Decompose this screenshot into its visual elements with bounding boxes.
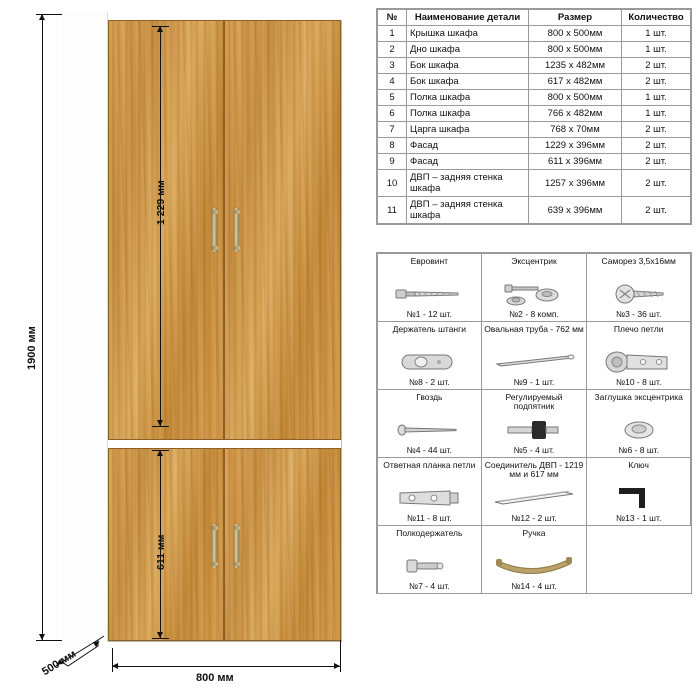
header-qty: Количество <box>622 10 691 26</box>
cam-cover-cap-icon <box>611 415 667 445</box>
table-row <box>378 42 691 58</box>
hardware-title: Ключ <box>628 459 649 470</box>
cell-size: 800 x 500мм <box>529 26 622 42</box>
hardware-item-cam-lock <box>481 253 587 322</box>
cell-size: 611 x 396мм <box>529 154 622 170</box>
hex-key-icon <box>611 483 667 513</box>
width-label: 800 мм <box>196 672 234 684</box>
nail-icon <box>394 415 464 445</box>
cell-size: 1229 x 396мм <box>529 138 622 154</box>
table-row <box>378 170 691 197</box>
hardware-item-rod-holder <box>377 321 483 390</box>
cell-number: 1 <box>378 26 407 42</box>
door-top-left <box>108 20 224 440</box>
hardware-title: Плечо петли <box>613 323 664 334</box>
cell-size: 800 x 500мм <box>529 90 622 106</box>
hardware-qty: №8 - 2 шт. <box>409 376 450 387</box>
top-door-label: 1 229 мм <box>155 180 167 225</box>
bottom-door-label: 611 мм <box>155 534 167 570</box>
handle-top-right <box>234 208 239 252</box>
parts-table <box>376 8 692 225</box>
cell-qty: 1 шт. <box>622 26 691 42</box>
cell-name: Дно шкафа <box>407 42 529 58</box>
hardware-empty-cell <box>586 525 692 594</box>
header-size: Размер <box>529 10 622 26</box>
hardware-item-adjustable-foot <box>481 389 587 458</box>
table-row <box>378 138 691 154</box>
cell-name: Фасад <box>407 154 529 170</box>
door-bottom-right <box>224 448 341 641</box>
hardware-qty: №13 - 1 шт. <box>615 512 662 523</box>
hardware-qty: №11 - 8 шт. <box>406 512 452 523</box>
handle-bottom-left <box>212 524 217 568</box>
cell-name: Бок шкафа <box>407 74 529 90</box>
hardware-item-nail <box>377 389 483 458</box>
shelf-support-icon <box>399 551 459 581</box>
hardware-title: Полкодержатель <box>396 527 463 538</box>
cell-number: 11 <box>378 197 407 224</box>
hardware-title: Евровинт <box>410 255 449 266</box>
width-dimension-line <box>112 666 340 667</box>
table-row <box>378 122 691 138</box>
cell-number: 5 <box>378 90 407 106</box>
hardware-item-hinge-arm <box>586 321 692 390</box>
cell-name: Фасад <box>407 138 529 154</box>
hardware-item-cam-cover-cap <box>586 389 692 458</box>
cell-qty: 2 шт. <box>622 74 691 90</box>
hinge-arm-icon <box>603 347 675 377</box>
hardware-title: Ручка <box>522 527 546 538</box>
cell-number: 7 <box>378 122 407 138</box>
cell-number: 2 <box>378 42 407 58</box>
bottom-door-tick-top <box>152 450 169 451</box>
cell-qty: 2 шт. <box>622 138 691 154</box>
top-door-tick-bottom <box>152 426 169 427</box>
table-row <box>378 58 691 74</box>
wardrobe-body <box>62 12 342 642</box>
cam-lock-icon <box>499 279 569 309</box>
cell-name: ДВП – задняя стенка шкафа <box>407 170 529 197</box>
handle-icon <box>492 551 576 581</box>
cell-size: 617 x 482мм <box>529 74 622 90</box>
hardware-title: Саморез 3,5x16мм <box>601 255 676 266</box>
euro-screw-icon <box>394 279 464 309</box>
cell-qty: 1 шт. <box>622 90 691 106</box>
width-tick-right <box>340 640 341 672</box>
header-number: № <box>378 10 407 26</box>
handle-top-left <box>212 208 217 252</box>
hardware-title: Соединитель ДВП - 1219 мм и 617 мм <box>484 459 584 480</box>
hardware-title: Регулируемый подпятник <box>505 391 563 412</box>
hardware-item-hdf-connector <box>481 457 587 526</box>
table-row <box>378 90 691 106</box>
hardware-item-hinge-plate <box>377 457 483 526</box>
cell-name: Полка шкафа <box>407 90 529 106</box>
width-tick-left <box>112 648 113 672</box>
door-gap-middle <box>108 440 341 448</box>
hardware-qty: №12 - 2 шт. <box>511 512 557 523</box>
cell-name: Крышка шкафа <box>407 26 529 42</box>
hardware-title: Ответная планка петли <box>383 459 476 470</box>
hardware-title: Держатель штанги <box>392 323 466 334</box>
cell-size: 800 x 500мм <box>529 42 622 58</box>
table-header-row <box>378 10 691 26</box>
hardware-qty: №6 - 8 шт. <box>618 444 659 455</box>
carcass-left-side <box>62 12 108 642</box>
cell-qty: 2 шт. <box>622 170 691 197</box>
table-row <box>378 26 691 42</box>
adjustable-foot-icon <box>502 415 566 445</box>
top-door-dimension-line <box>160 26 161 426</box>
height-tick-top <box>36 14 64 15</box>
cell-name: Бок шкафа <box>407 58 529 74</box>
hardware-title: Заглушка эксцентрика <box>594 391 683 402</box>
cell-qty: 2 шт. <box>622 197 691 224</box>
cell-number: 6 <box>378 106 407 122</box>
door-top-right <box>224 20 341 440</box>
table-row <box>378 154 691 170</box>
cell-qty: 1 шт. <box>622 42 691 58</box>
cell-qty: 2 шт. <box>622 122 691 138</box>
table-row <box>378 197 691 224</box>
cell-size: 1257 x 396мм <box>529 170 622 197</box>
hardware-qty: №7 - 4 шт. <box>409 580 450 591</box>
cell-size: 768 x 70мм <box>529 122 622 138</box>
cell-qty: 2 шт. <box>622 154 691 170</box>
hardware-title: Овальная труба - 762 мм <box>484 323 584 334</box>
oval-tube-icon <box>491 347 577 377</box>
rod-holder-icon <box>399 347 459 377</box>
hardware-item-shelf-support <box>377 525 483 594</box>
handle-bottom-right <box>234 524 239 568</box>
top-door-tick-top <box>152 26 169 27</box>
cell-size: 1235 x 482мм <box>529 58 622 74</box>
cell-name: Царга шкафа <box>407 122 529 138</box>
hardware-qty: №14 - 4 шт. <box>511 580 557 591</box>
hardware-qty: №3 - 36 шт. <box>615 308 662 319</box>
cell-qty: 2 шт. <box>622 58 691 74</box>
cell-number: 10 <box>378 170 407 197</box>
hardware-grid <box>376 252 692 594</box>
hardware-item-euro-screw <box>377 253 483 322</box>
cell-size: 639 x 396мм <box>529 197 622 224</box>
header-name: Наименование детали <box>407 10 529 26</box>
hardware-qty: №4 - 44 шт. <box>406 444 452 455</box>
hardware-qty: №1 - 12 шт. <box>406 308 452 319</box>
hinge-plate-icon <box>394 483 464 513</box>
cell-size: 766 x 482мм <box>529 106 622 122</box>
hardware-qty: №10 - 8 шт. <box>615 376 662 387</box>
table-row <box>378 106 691 122</box>
cell-number: 9 <box>378 154 407 170</box>
height-label: 1900 мм <box>26 326 38 370</box>
table-row <box>378 74 691 90</box>
hardware-qty: №5 - 4 шт. <box>513 444 555 455</box>
hardware-item-oval-tube <box>481 321 587 390</box>
hardware-item-handle <box>481 525 587 594</box>
self-tapping-screw-icon <box>607 279 671 309</box>
hardware-qty: №9 - 1 шт. <box>513 376 555 387</box>
hdf-connector-icon <box>491 483 577 513</box>
depth-label: 500 мм <box>40 648 79 679</box>
cell-qty: 1 шт. <box>622 106 691 122</box>
hardware-qty: №2 - 8 комп. <box>509 308 559 319</box>
cell-name: ДВП – задняя стенка шкафа <box>407 197 529 224</box>
hardware-item-hex-key <box>586 457 692 526</box>
cell-number: 8 <box>378 138 407 154</box>
cell-name: Полка шкафа <box>407 106 529 122</box>
cell-number: 3 <box>378 58 407 74</box>
hardware-title: Эксцентрик <box>511 255 557 266</box>
hardware-item-self-tapping-screw <box>586 253 692 322</box>
cell-number: 4 <box>378 74 407 90</box>
hardware-title: Гвоздь <box>416 391 443 402</box>
height-dimension-line <box>42 14 43 640</box>
